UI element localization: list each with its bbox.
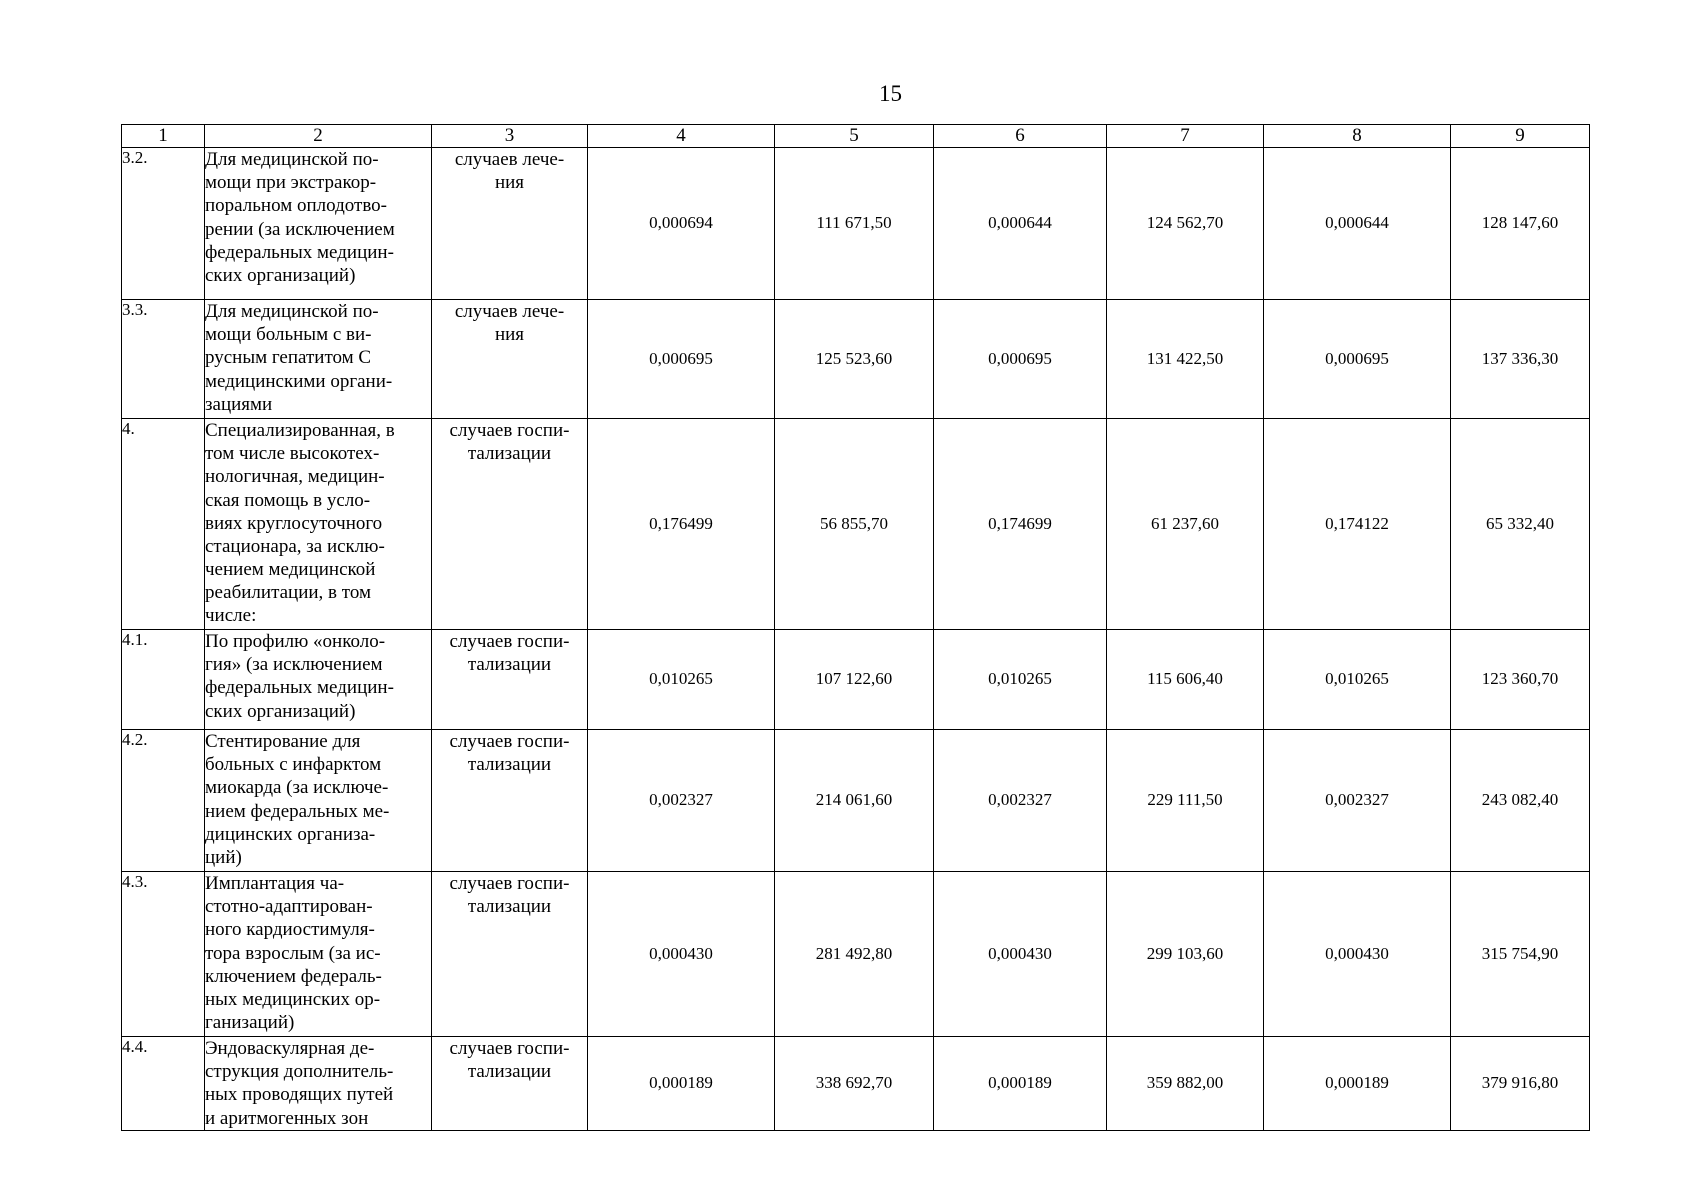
value-cell: 0,000189 [934,1037,1107,1131]
care-type-name [205,300,432,419]
unit-line: случаев лече- [454,149,565,170]
value-cell: 0,010265 [934,630,1107,730]
value-cell: 315 754,90 [1451,872,1590,1037]
value-cell: 0,000695 [1264,300,1451,419]
care-type-name-line: больных с инфарктом [205,754,382,776]
care-type-name-line: струкция дополнитель- [205,1061,394,1083]
unit-line: случаев лече- [454,301,565,322]
table-row [122,1037,1590,1131]
care-type-name-line: ских организаций) [205,700,356,722]
care-type-name-line: том числе высокотех- [205,443,380,465]
column-header: 9 [1451,125,1590,148]
row-number: 4.2. [122,730,205,872]
care-type-name-line: рении (за исключением [205,218,395,240]
care-type-name-line: ного кардиостимуля- [205,919,375,941]
care-type-name [205,872,432,1037]
care-type-name-line: ных проводящих путей [205,1084,394,1106]
value-cell: 0,002327 [588,730,775,872]
value-cell: 243 082,40 [1451,730,1590,872]
care-type-name-line: стотно-адаптирован- [205,896,373,918]
care-type-name-line: ганизаций) [205,1012,295,1034]
value-cell: 214 061,60 [775,730,934,872]
care-type-name-line: Имплантация ча- [205,873,345,894]
value-cell: 124 562,70 [1107,148,1264,300]
value-cell: 379 916,80 [1451,1037,1590,1131]
unit-of-measure [432,1037,588,1131]
care-type-name-line: Специализированная, в [205,420,395,441]
care-type-name-line: числе: [205,605,257,627]
column-header: 6 [934,125,1107,148]
care-type-name-line: зациями [205,393,273,415]
value-cell: 0,010265 [588,630,775,730]
table-row [122,300,1590,419]
care-type-name-line: стационара, за исклю- [205,535,385,557]
value-cell: 61 237,60 [1107,419,1264,630]
care-type-name-line: Для медицинской по- [205,301,379,322]
care-type-name-line: ных медицинских ор- [205,988,381,1010]
value-cell: 0,174699 [934,419,1107,630]
care-type-name-line: мощи при экстракор- [205,172,377,194]
value-cell: 111 671,50 [775,148,934,300]
care-type-name-line: миокарда (за исключе- [205,777,389,799]
care-type-name-line: ских организаций) [205,264,356,286]
value-cell: 0,176499 [588,419,775,630]
unit-of-measure [432,730,588,872]
value-cell: 0,000189 [588,1037,775,1131]
table-row [122,730,1590,872]
unit-of-measure [432,872,588,1037]
care-type-name-line: ций) [205,846,242,868]
value-cell: 137 336,30 [1451,300,1590,419]
table-row [122,148,1590,300]
care-type-name [205,630,432,730]
value-cell: 281 492,80 [775,872,934,1037]
care-type-name [205,148,432,300]
unit-line: тализации [467,1061,552,1083]
unit-line: ния [494,324,525,346]
value-cell: 128 147,60 [1451,148,1590,300]
value-cell: 0,010265 [1264,630,1451,730]
unit-line: случаев госпи- [449,731,570,752]
value-cell: 0,002327 [934,730,1107,872]
row-number: 4.4. [122,1037,205,1131]
value-cell: 0,000430 [934,872,1107,1037]
row-number: 4. [122,419,205,630]
value-cell: 0,002327 [1264,730,1451,872]
unit-line: тализации [467,754,552,776]
unit-of-measure [432,419,588,630]
care-type-name-line: гия» (за исключением [205,654,383,676]
unit-line: ния [494,172,525,194]
column-header: 7 [1107,125,1264,148]
value-cell: 0,000430 [588,872,775,1037]
value-cell: 107 122,60 [775,630,934,730]
value-cell: 0,174122 [1264,419,1451,630]
tariff-table [121,124,1590,1131]
value-cell: 65 332,40 [1451,419,1590,630]
row-number: 4.1. [122,630,205,730]
page-number: 15 [879,81,902,106]
value-cell: 0,000644 [1264,148,1451,300]
value-cell: 56 855,70 [775,419,934,630]
table-row [122,419,1590,630]
table-row [122,872,1590,1037]
value-cell: 338 692,70 [775,1037,934,1131]
care-type-name-line: и аритмогенных зон [205,1107,369,1129]
care-type-name [205,730,432,872]
care-type-name-line: Стентирование для [205,731,361,752]
value-cell: 0,000430 [1264,872,1451,1037]
care-type-name-line: ключением федераль- [205,965,382,987]
care-type-name-line: дицинских организа- [205,823,376,845]
unit-line: случаев госпи- [449,1038,570,1059]
value-cell: 299 103,60 [1107,872,1264,1037]
column-header: 3 [432,125,588,148]
care-type-name-line: медицинскими органи- [205,370,393,392]
table-row [122,630,1590,730]
care-type-name-line: нологичная, медицин- [205,466,385,488]
care-type-name-line: Эндоваскулярная де- [205,1038,375,1059]
value-cell: 0,000695 [588,300,775,419]
column-header: 1 [122,125,205,148]
unit-line: тализации [467,654,552,676]
value-cell: 115 606,40 [1107,630,1264,730]
unit-of-measure [432,148,588,300]
care-type-name-line: нием федеральных ме- [205,800,390,822]
unit-line: случаев госпи- [449,420,570,441]
column-header: 5 [775,125,934,148]
care-type-name [205,419,432,630]
table-body [122,148,1590,1131]
care-type-name-line: русным гепатитом С [205,347,372,369]
unit-line: случаев госпи- [449,631,570,652]
unit-of-measure [432,630,588,730]
care-type-name-line: тора взрослым (за ис- [205,942,381,964]
care-type-name-line: Для медицинской по- [205,149,379,170]
column-header: 4 [588,125,775,148]
care-type-name-line: По профилю «онколо- [205,631,386,652]
unit-line: случаев госпи- [449,873,570,894]
care-type-name-line: федеральных медицин- [205,241,394,263]
row-number: 3.2. [122,148,205,300]
care-type-name-line: реабилитации, в том [205,582,371,604]
care-type-name-line: чением медицинской [205,559,376,581]
row-number: 3.3. [122,300,205,419]
value-cell: 0,000644 [934,148,1107,300]
value-cell: 131 422,50 [1107,300,1264,419]
column-header: 8 [1264,125,1451,148]
value-cell: 359 882,00 [1107,1037,1264,1131]
value-cell: 0,000695 [934,300,1107,419]
value-cell: 0,000694 [588,148,775,300]
care-type-name-line: виях круглосуточного [205,512,383,534]
value-cell: 125 523,60 [775,300,934,419]
value-cell: 229 111,50 [1107,730,1264,872]
unit-line: тализации [467,443,552,465]
care-type-name-line: федеральных медицин- [205,677,394,699]
care-type-name [205,1037,432,1131]
column-header: 2 [205,125,432,148]
care-type-name-line: поральном оплодотво- [205,195,387,217]
value-cell: 0,000189 [1264,1037,1451,1131]
value-cell: 123 360,70 [1451,630,1590,730]
care-type-name-line: ская помощь в усло- [205,489,371,511]
unit-of-measure [432,300,588,419]
row-number: 4.3. [122,872,205,1037]
header-row [122,125,1590,148]
care-type-name-line: мощи больным с ви- [205,324,372,346]
unit-line: тализации [467,896,552,918]
